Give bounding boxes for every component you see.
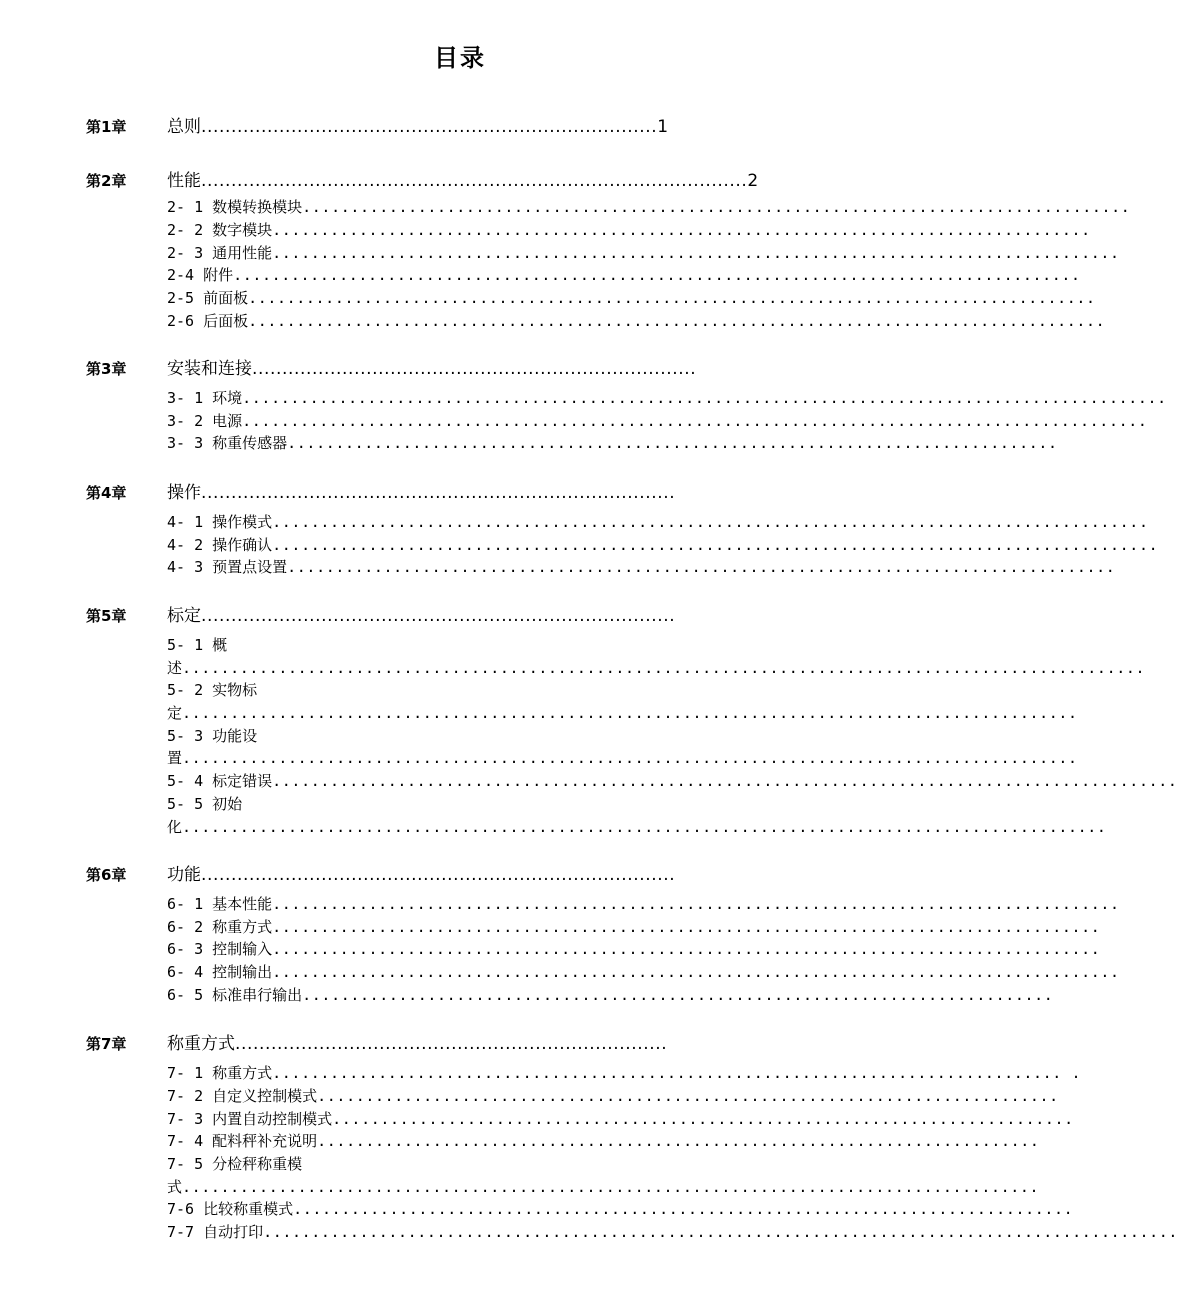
section-title: 预置点设置: [212, 558, 288, 576]
section-title: 初始: [212, 795, 243, 813]
dot-leader: .............................................................................................: [182, 749, 1078, 767]
toc-entry-section-continued[interactable]: [167, 703, 1078, 723]
section-title: 配料秤补充说明: [212, 1132, 318, 1150]
section-number: 6- 4: [167, 963, 213, 981]
dot-leader: ...............................................................................: [201, 606, 676, 626]
dot-leader: ................................................................................: [287, 434, 1058, 452]
toc-entry-section[interactable]: [167, 726, 467, 746]
toc-entry-section[interactable]: [167, 265, 1081, 285]
toc-entry-section-continued[interactable]: [167, 1177, 1040, 1197]
dot-leader: .....................................................................................: [272, 221, 1091, 239]
toc-entry-section[interactable]: [167, 388, 1167, 408]
chapter-title: 称重方式: [167, 1034, 235, 1054]
dot-leader: ......................................................................................: [287, 558, 1116, 576]
section-title: 自动打印: [203, 1223, 264, 1241]
section-title: 控制输入: [212, 940, 273, 958]
section-number: 6- 1: [167, 895, 213, 913]
dot-leader: ........................................................................................: [248, 289, 1096, 307]
toc-entry-section[interactable]: [167, 557, 1116, 577]
section-number: 6- 5: [167, 986, 213, 1004]
section-title: 功能设: [212, 727, 258, 745]
toc-entry-section[interactable]: [167, 433, 1058, 453]
dot-leader: ......................................................................................: [302, 198, 1131, 216]
toc-entry-section[interactable]: [167, 411, 1148, 431]
toc-entry-section[interactable]: [167, 1131, 1040, 1151]
dot-leader: ........................................................................................: [272, 963, 1120, 981]
section-title: 附件: [203, 266, 234, 284]
dot-leader: ........................................................................................: [272, 895, 1120, 913]
toc-entry-section[interactable]: [167, 311, 1106, 331]
toc-entry-section-continued[interactable]: [167, 658, 1146, 678]
chapter-title: 操作: [167, 483, 201, 503]
chapter-label: 第6章: [86, 866, 127, 884]
toc-entry-chapter-7[interactable]: [167, 1034, 737, 1054]
section-title: 环境: [212, 389, 243, 407]
section-number: 2-4: [167, 266, 204, 284]
section-title-continued: 置: [167, 749, 183, 767]
dot-leader: .............................................................................: [317, 1087, 1059, 1105]
section-title: 实物标: [212, 681, 258, 699]
dot-leader: .............................................................................: [332, 1110, 1074, 1128]
toc-entry-section[interactable]: [167, 794, 467, 814]
toc-entry-section-continued[interactable]: [167, 748, 1078, 768]
toc-entry-chapter-5[interactable]: [167, 606, 723, 626]
section-number: 3- 1: [167, 389, 213, 407]
section-title: 电源: [212, 412, 243, 430]
toc-entry-section[interactable]: [167, 1222, 1178, 1242]
section-title: 控制输出: [212, 963, 273, 981]
section-title: 前面板: [203, 289, 249, 307]
section-title: 称重传感器: [212, 434, 288, 452]
toc-entry-section[interactable]: [167, 1109, 1074, 1129]
toc-entry-chapter-3[interactable]: [167, 359, 757, 379]
chapter-label: 第7章: [86, 1035, 127, 1053]
section-title: 比较称重模式: [203, 1200, 294, 1218]
section-number: 7- 2: [167, 1087, 213, 1105]
toc-entry-section[interactable]: [167, 197, 1131, 217]
toc-entry-section[interactable]: [167, 939, 1101, 959]
section-number: 2- 2: [167, 221, 213, 239]
chapter-title: 性能: [167, 171, 201, 191]
chapter-title: 功能: [167, 865, 201, 885]
toc-entry-section[interactable]: [167, 512, 1149, 532]
dot-leader: ...........................................................................................2: [201, 171, 759, 191]
section-number: 5- 3: [167, 727, 213, 745]
section-title: 通用性能: [212, 244, 273, 262]
toc-entry-section[interactable]: [167, 535, 1159, 555]
section-title: 称重方式: [212, 1064, 273, 1082]
toc-entry-section[interactable]: [167, 1199, 1074, 1219]
section-number: 7- 5: [167, 1155, 213, 1173]
section-number: 5- 5: [167, 795, 213, 813]
section-number: 5- 4: [167, 772, 213, 790]
dot-leader: .............................................................................................: [182, 704, 1078, 722]
dot-leader: ........................................................................................: [233, 266, 1081, 284]
section-title: 基本性能: [212, 895, 273, 913]
page-title: 目录: [434, 44, 486, 72]
dot-leader: .........................................................................................: [248, 312, 1106, 330]
section-title-continued: 定: [167, 704, 183, 722]
section-number: 2- 3: [167, 244, 213, 262]
section-title-continued: 式: [167, 1178, 183, 1196]
section-title: 分检秤称重模: [212, 1155, 303, 1173]
dot-leader: ............................................................................1: [201, 117, 669, 137]
chapter-label: 第2章: [86, 172, 127, 190]
section-title: 标准串行输出: [212, 986, 303, 1004]
section-number: 2-5: [167, 289, 204, 307]
dot-leader: .................................................................................. .: [272, 1064, 1082, 1082]
chapter-label: 第3章: [86, 360, 127, 378]
toc-entry-section[interactable]: [167, 635, 467, 655]
toc-entry-chapter-1[interactable]: [167, 117, 687, 137]
section-number: 7- 1: [167, 1064, 213, 1082]
section-number: 7- 3: [167, 1110, 213, 1128]
toc-entry-chapter-4[interactable]: [167, 483, 757, 503]
section-number: 5- 2: [167, 681, 213, 699]
section-title-continued: 化: [167, 818, 183, 836]
dot-leader: ......................................................................................: [272, 940, 1101, 958]
dot-leader: ............................................................................................: [272, 536, 1159, 554]
toc-entry-chapter-6[interactable]: [167, 865, 757, 885]
dot-leader: ................................................................................................: [242, 389, 1167, 407]
chapter-title: 标定: [167, 606, 201, 626]
section-number: 6- 2: [167, 918, 213, 936]
toc-entry-section[interactable]: [167, 220, 1091, 240]
toc-entry-section[interactable]: [167, 680, 467, 700]
dot-leader: ....................................................................................................: [182, 659, 1146, 677]
dot-leader: ..............................................................................: [302, 986, 1054, 1004]
section-number: 4- 1: [167, 513, 213, 531]
toc-entry-section[interactable]: [167, 917, 1101, 937]
toc-entry-section[interactable]: [167, 894, 1120, 914]
dot-leader: ...............................................................................: [201, 865, 676, 885]
section-title: 操作确认: [212, 536, 273, 554]
toc-entry-section-continued[interactable]: [167, 817, 1107, 837]
section-number: 2- 1: [167, 198, 213, 216]
toc-entry-section[interactable]: [167, 962, 1120, 982]
section-number: 5- 1: [167, 636, 213, 654]
section-number: 4- 2: [167, 536, 213, 554]
section-title: 内置自动控制模式: [212, 1110, 333, 1128]
chapter-title: 总则: [167, 117, 201, 137]
toc-entry-section[interactable]: [167, 1154, 467, 1174]
toc-entry-section[interactable]: [167, 985, 1054, 1005]
dot-leader: ..............................................................................................: [242, 412, 1148, 430]
section-title: 称重方式: [212, 918, 273, 936]
chapter-label: 第1章: [86, 118, 127, 136]
dot-leader: ..............................................................................................: [272, 772, 1178, 790]
section-number: 7-6: [167, 1200, 204, 1218]
toc-entry-section[interactable]: [167, 1086, 1059, 1106]
toc-entry-section[interactable]: [167, 771, 1178, 791]
dot-leader: .........................................................................................: [182, 1178, 1040, 1196]
toc-entry-chapter-2[interactable]: [167, 171, 762, 191]
dot-leader: ...............................................................................................: [263, 1223, 1178, 1241]
dot-leader: ......................................................................................: [272, 918, 1101, 936]
section-number: 3- 3: [167, 434, 213, 452]
dot-leader: .................................................................................: [293, 1200, 1074, 1218]
dot-leader: ...............................................................................: [201, 483, 676, 503]
section-number: 7- 4: [167, 1132, 213, 1150]
section-title: 数字模块: [212, 221, 273, 239]
dot-leader: ...........................................................................: [317, 1132, 1040, 1150]
section-number: 3- 2: [167, 412, 213, 430]
chapter-label: 第4章: [86, 484, 127, 502]
section-title: 后面板: [203, 312, 249, 330]
toc-entry-section[interactable]: [167, 1063, 1082, 1083]
section-title: 概: [212, 636, 228, 654]
chapter-title: 安装和连接: [167, 359, 252, 379]
chapter-label: 第5章: [86, 607, 127, 625]
dot-leader: ................................................................................................: [182, 818, 1107, 836]
section-title: 标定错误: [212, 772, 273, 790]
dot-leader: ..........................................................................: [252, 359, 697, 379]
toc-entry-section[interactable]: [167, 243, 1120, 263]
dot-leader: ........................................................................: [235, 1034, 668, 1054]
section-number: 2-6: [167, 312, 204, 330]
section-number: 6- 3: [167, 940, 213, 958]
section-title: 数模转换模块: [212, 198, 303, 216]
section-title: 操作模式: [212, 513, 273, 531]
section-title: 自定义控制模式: [212, 1087, 318, 1105]
section-title-continued: 述: [167, 659, 183, 677]
dot-leader: ...........................................................................................: [272, 513, 1149, 531]
section-number: 7-7: [167, 1223, 204, 1241]
toc-entry-section[interactable]: [167, 288, 1096, 308]
section-number: 4- 3: [167, 558, 213, 576]
dot-leader: ........................................................................................: [272, 244, 1120, 262]
